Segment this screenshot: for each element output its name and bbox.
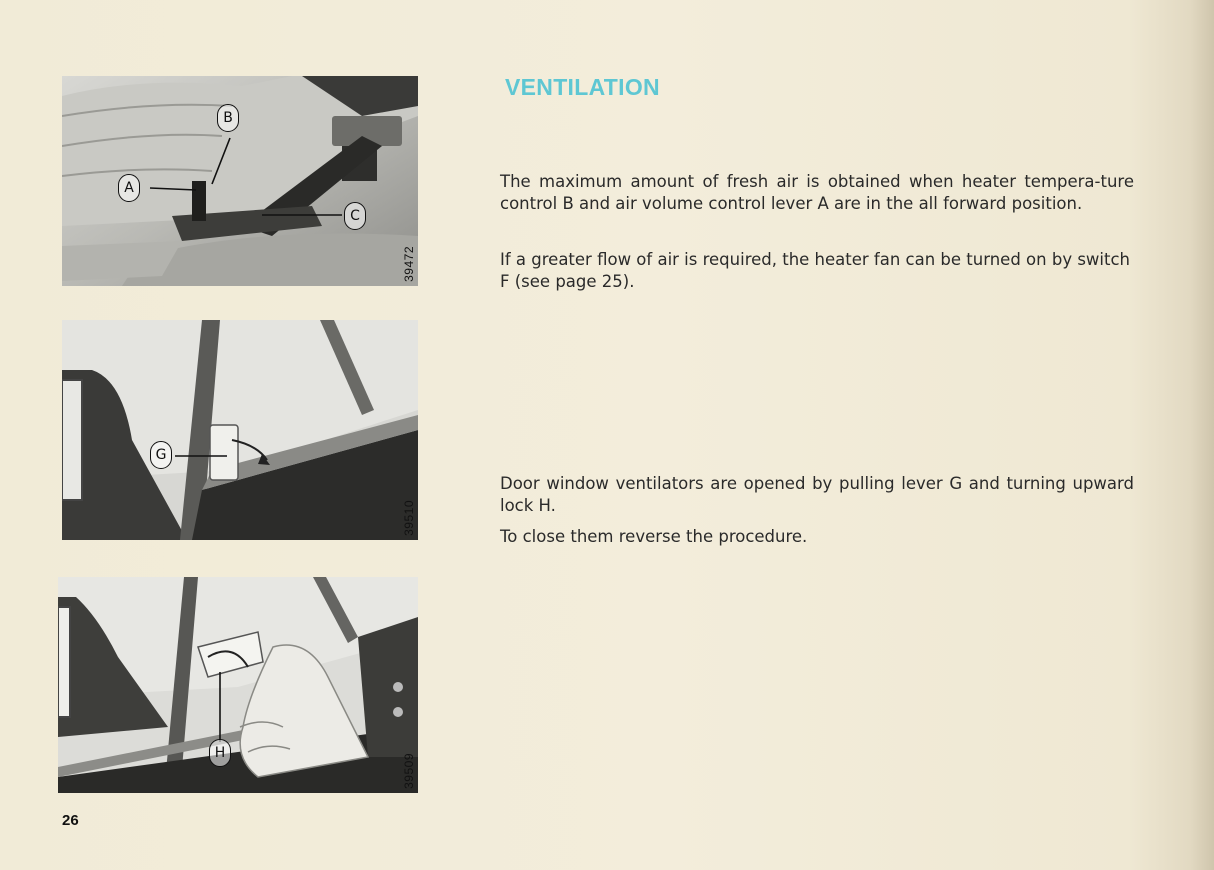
callout-g: G bbox=[150, 441, 172, 469]
paragraph-close-procedure: To close them reverse the procedure. bbox=[500, 527, 808, 546]
ventilator-lever-illustration bbox=[62, 320, 418, 540]
page-number: 26 bbox=[62, 812, 79, 829]
ventilator-lock-illustration bbox=[58, 577, 418, 793]
figure-number: 39510 bbox=[402, 500, 416, 536]
console-controls-illustration bbox=[62, 76, 418, 286]
callout-h: H bbox=[209, 739, 231, 767]
paragraph-fresh-air: The maximum amount of fresh air is obtained when heater tempera-ture control B and air volume control lever A are in the all forward position. bbox=[500, 172, 1134, 213]
console-controls-photo bbox=[62, 76, 418, 286]
callout-a: A bbox=[118, 174, 140, 202]
ventilator-lever-photo bbox=[62, 320, 418, 540]
paragraph-door-ventilators: Door window ventilators are opened by pulling lever G and turning upward lock H. bbox=[500, 474, 1134, 515]
figure-number: 39472 bbox=[402, 246, 416, 282]
paragraph-heater-fan: If a greater flow of air is required, the heater fan can be turned on by switch F (see page 25). bbox=[500, 250, 1131, 291]
figure-number: 39509 bbox=[402, 753, 416, 789]
section-title: VENTILATION bbox=[505, 74, 660, 100]
ventilator-lock-photo bbox=[58, 577, 418, 793]
callout-c: C bbox=[344, 202, 366, 230]
callout-b: B bbox=[217, 104, 239, 132]
